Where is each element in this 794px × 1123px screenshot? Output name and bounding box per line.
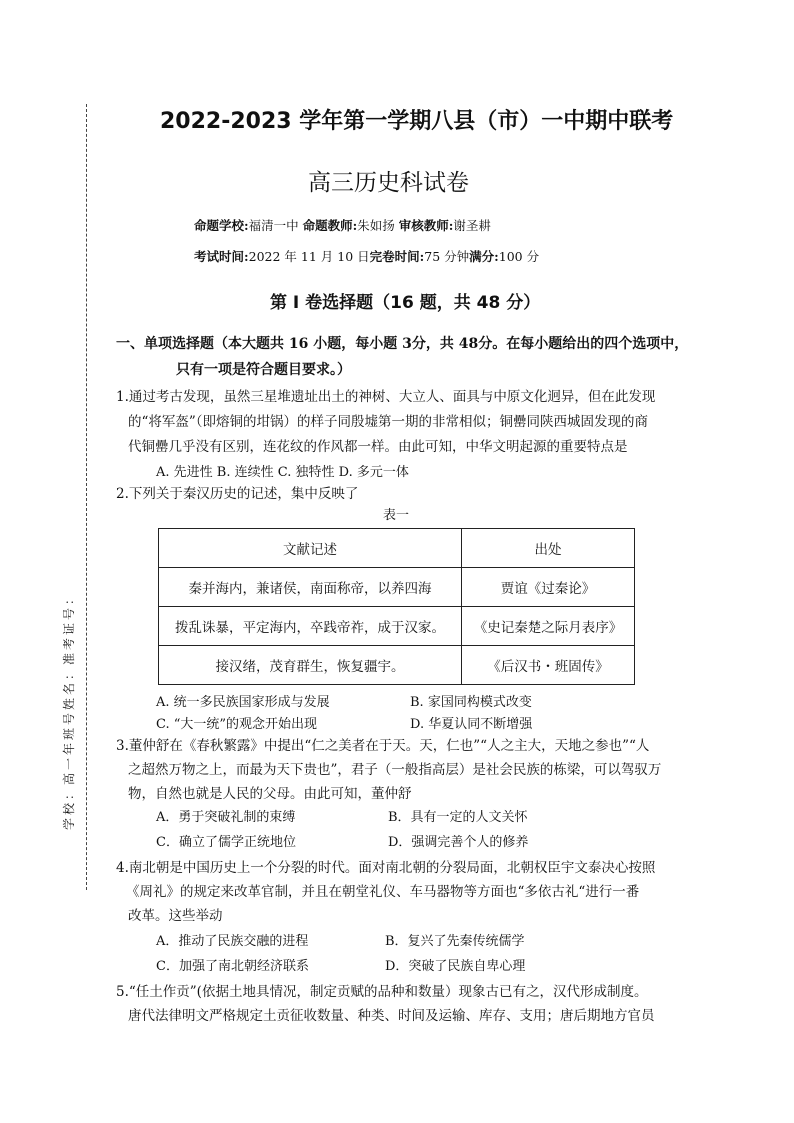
q3-line2: 之超然万物之上，而最为天下贵也”，君子（一般指高层）是社会民族的栋梁，可以驾驭万 bbox=[128, 762, 662, 778]
q3-option-c: C．确立了儒学正统地位 bbox=[156, 835, 296, 850]
q1-line2: 的“将军盔”（即熔铜的坩锅）的样子同殷墟第一期的非常相似；铜罍同陕西城固发现的商 bbox=[128, 414, 649, 430]
duration-value: 75 分钟 bbox=[424, 249, 470, 264]
q4-line2: 《周礼》的规定来改革官制，并且在朝堂礼仪、车马器物等方面也“多依古礼“进行一番 bbox=[126, 884, 640, 900]
time-value: 2022 年 11 月 10 日 bbox=[248, 249, 370, 264]
q3-option-b: B．具有一定的人文关怀 bbox=[388, 810, 528, 825]
q5-line2: 唐代法律明文严格规定土贡征收数量、种类、时间及运输、库存、支用；唐后期地方官员 bbox=[128, 1008, 655, 1024]
part-heading-line1: 一、单项选择题（本大题共 16 小题，每小题 3分，共 48分。在每小题给出的四个选项中， bbox=[116, 336, 689, 352]
q2-table-caption: 表一 bbox=[383, 508, 410, 523]
time-label: 考试时间: bbox=[194, 249, 249, 264]
exam-meta-authors bbox=[194, 216, 491, 234]
table-row bbox=[159, 568, 635, 607]
duration-label: 完卷时间: bbox=[369, 249, 425, 264]
table-row bbox=[159, 646, 635, 685]
binding-dashed-line bbox=[86, 104, 87, 890]
q4-option-a: A．推动了民族交融的进程 bbox=[156, 934, 309, 949]
q2-option-d: D. 华夏认同不断增强 bbox=[410, 717, 533, 732]
table-cell: 秦并海内，兼诸侯，南面称帝，以养四海 bbox=[159, 568, 462, 607]
table-header-cell: 出处 bbox=[462, 529, 635, 568]
reviewer-value: 谢圣耕 bbox=[453, 218, 491, 233]
table-header-cell: 文献记述 bbox=[159, 529, 462, 568]
q3-option-d: D．强调完善个人的修养 bbox=[388, 835, 529, 850]
table-cell: 《后汉书・班固传》 bbox=[462, 646, 635, 685]
school-value: 福清一中 bbox=[248, 218, 299, 233]
exam-title: 2022-2023 学年第一学期八县（市）一中期中联考 bbox=[160, 109, 674, 134]
q2-source-table bbox=[158, 528, 635, 685]
q2-option-a: A. 统一多民族国家形成与发展 bbox=[156, 695, 330, 710]
q2-stem: 2.下列关于秦汉历史的记述，集中反映了 bbox=[116, 486, 359, 502]
q4-line1: 4.南北朝是中国历史上一个分裂的时代。面对南北朝的分裂局面，北朝权臣宇文泰决心按照 bbox=[116, 860, 656, 876]
q4-option-b: B．复兴了先秦传统儒学 bbox=[385, 934, 525, 949]
table-cell: 贾谊《过秦论》 bbox=[462, 568, 635, 607]
teacher-label: 命题教师: bbox=[302, 218, 358, 233]
q4-option-c: C．加强了南北朝经济联系 bbox=[156, 959, 309, 974]
q4-option-d: D．突破了民族自卑心理 bbox=[385, 959, 526, 974]
exam-meta-time bbox=[194, 247, 539, 265]
q1-line1: 1.通过考古发现，虽然三星堆遗址出土的神树、大立人、面具与中原文化迥异，但在此发现 bbox=[116, 389, 656, 405]
q3-line3: 物，自然也就是人民的父母。由此可知，董仲舒 bbox=[128, 786, 412, 802]
score-value: 100 分 bbox=[498, 249, 540, 264]
q2-option-c: C. “大一统”的观念开始出现 bbox=[156, 717, 318, 732]
q1-line3: 代铜罍几乎没有区别，连花纹的作风都一样。由此可知，中华文明起源的重要特点是 bbox=[128, 439, 628, 455]
q4-line3: 改革。这些举动 bbox=[128, 908, 223, 924]
exam-subtitle: 高三历史科试卷 bbox=[308, 170, 469, 196]
table-cell: 接汉绪，茂育群生，恢复疆宇。 bbox=[159, 646, 462, 685]
reviewer-label: 审核教师: bbox=[398, 218, 454, 233]
school-label: 命题学校: bbox=[194, 218, 249, 233]
q1-options: A. 先进性 B. 连续性 C. 独特性 D. 多元一体 bbox=[156, 465, 409, 480]
table-header-row bbox=[159, 529, 635, 568]
table-cell: 《史记秦楚之际月表序》 bbox=[462, 607, 635, 646]
q2-option-b: B. 家国同构模式改变 bbox=[410, 695, 532, 710]
table-cell: 拨乱诛暴，平定海内，卒践帝祚，成于汉家。 bbox=[159, 607, 462, 646]
q3-line1: 3.董仲舒在《春秋繁露》中提出“仁之美者在于天。天，仁也”“人之主大，天地之参也”“人 bbox=[116, 738, 650, 754]
teacher-value: 朱如扬 bbox=[357, 218, 395, 233]
q5-line1: 5.“任土作贡”(依据土地具情况，制定贡赋的品种和数量）现象古已有之，汉代形成制度。 bbox=[116, 984, 648, 1000]
score-label: 满分: bbox=[469, 249, 499, 264]
part-heading-line2: 只有一项是符合题目要求。） bbox=[176, 362, 351, 378]
section-title: 第 I 卷选择题（16 题，共 48 分） bbox=[270, 293, 541, 313]
q3-option-a: A．勇于突破礼制的束缚 bbox=[156, 810, 296, 825]
table-row bbox=[159, 607, 635, 646]
binding-side-note: 学校：高一年班号姓名：准考证号： bbox=[62, 589, 76, 830]
